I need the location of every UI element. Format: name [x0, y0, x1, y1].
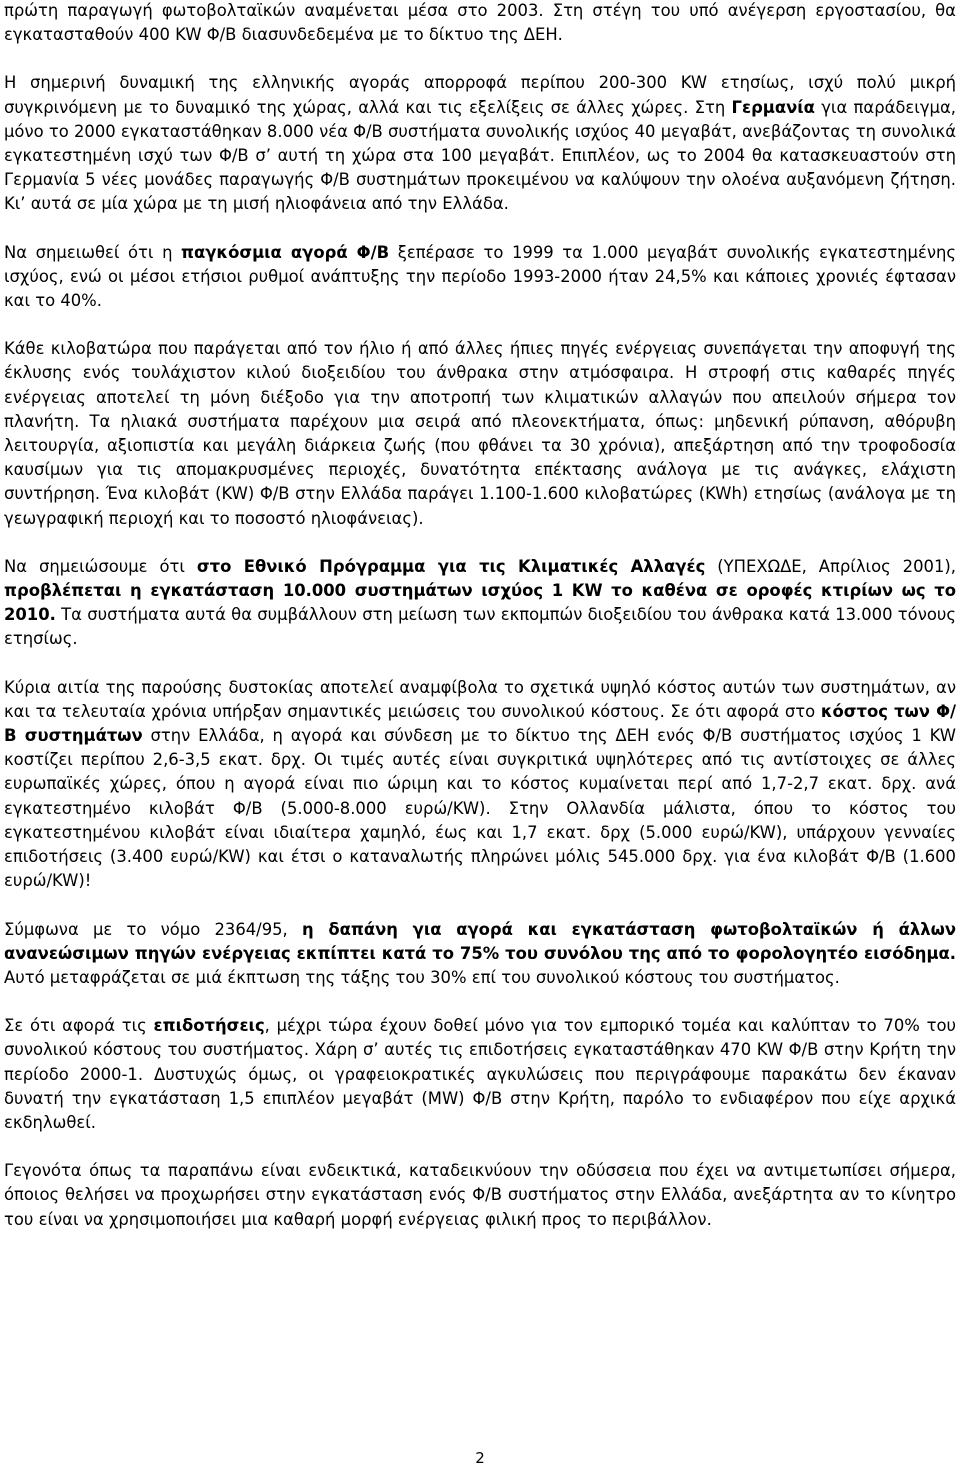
paragraph	[4, 1159, 956, 1232]
text-run: για παράδειγμα, μόνο το 2000 εγκαταστάθηκαν 8.000 νέα Φ/Β συστήματα συνολικής ισχύος 40 μεγαβάτ, ανεβάζοντας τη συνολικά εγκατεστημένη ισχύ των Φ/Β σ’ αυτή τη χώρα στα 100 μεγαβάτ. Επιπλέον, ως το 2004 θα κατασκευαστούν στη Γερμανία 5 νέες μονάδες παραγωγής Φ/Β συστημάτων προκειμένου να καλύψουν την ολοένα αυξανόμενη ζήτηση. Κι’ αυτά σε μία χώρα με τη μισή ηλιοφάνεια από την Ελλάδα.	[4, 97, 956, 214]
paragraph	[4, 676, 956, 894]
text-run: Η σημερινή δυναμική της ελληνικής αγοράς απορροφά περίπου 200-300 KW ετησίως, ισχύ πολύ μικρή συγκρινόμενη με το δυναμικό της χώρας, αλλά και τις εξελίξεις σε άλλες χώρες. Στη	[4, 73, 956, 117]
paragraph	[4, 1014, 956, 1135]
text-run: Να σημειώσουμε ότι	[4, 556, 197, 576]
text-run: Τα συστήματα αυτά θα συμβάλλουν στη μείωση των εκπομπών διοξειδίου του άνθρακα κατά 13.000 τόνους ετησίως.	[4, 605, 956, 649]
bold-text-run: η δαπάνη για αγορά και εγκατάσταση φωτοβολταϊκών ή άλλων ανανεώσιμων πηγών ενέργειας εκπίπτει κατά το 75% του συνόλου της από το φορολογητέο εισόδημα.	[4, 919, 956, 963]
text-run: Αυτό μεταφράζεται σε μιά έκπτωση της τάξης του 30% επί του συνολικού κόστους του συστήματος.	[4, 967, 840, 987]
paragraph	[4, 71, 956, 216]
text-run: Σύμφωνα με το νόμο 2364/95,	[4, 919, 302, 939]
paragraph	[4, 241, 956, 314]
page-number: 2	[475, 1449, 485, 1467]
bold-text-run: επιδοτήσεις	[153, 1016, 265, 1036]
paragraph	[4, 555, 956, 652]
document-body	[4, 0, 956, 1232]
paragraph	[4, 337, 956, 531]
text-run: Κύρια αιτία της παρούσης δυστοκίας αποτελεί αναμφίβολα το σχετικά υψηλό κόστος αυτών των συστημάτων, αν και τα τελευταία χρόνια υπήρξαν σημαντικές μειώσεις του συνολικού κόστους. Σε ότι αφορά στο	[4, 677, 956, 721]
bold-text-run: παγκόσμια αγορά Φ/Β	[181, 242, 390, 262]
text-run: , μέχρι τώρα έχουν δοθεί μόνο για τον εμπορικό τομέα και καλύπταν το 70% του συνολικού κόστους του συστήματος. Χάρη σ’ αυτές τις επιδοτήσεις εγκαταστάθηκαν 470 KW Φ/Β στην Κρήτη την περίοδο 2000-1. Δυστυχώς όμως, οι γραφειοκρατικές αγκυλώσεις που περιγράφουμε παρακάτω δεν έκαναν δυνατή την εγκατάσταση 1,5 επιπλέον μεγαβάτ (MW) Φ/Β στην Κρήτη, παρόλο το ενδιαφέρον που είχε αρχικά εκδηλωθεί.	[4, 1016, 956, 1132]
text-run: (ΥΠΕΧΩΔΕ, Απρίλιος 2001),	[705, 556, 956, 576]
paragraph	[4, 0, 956, 47]
text-run: Σε ότι αφορά τις	[4, 1016, 154, 1036]
paragraph	[4, 918, 956, 991]
text-run: πρώτη παραγωγή φωτοβολταϊκών αναμένεται μέσα στο 2003. Στη στέγη του υπό ανέγερση εργοστασίου, θα εγκατασταθούν 400 KW Φ/Β διασυνδεδεμένα με το δίκτυο της ΔΕΗ.	[4, 1, 956, 45]
bold-text-run: κόστος των Φ/Β συστημάτων	[4, 701, 956, 746]
text-run: ξεπέρασε το 1999 τα 1.000 μεγαβάτ συνολικής εγκατεστημένης ισχύος, ενώ οι μέσοι ετήσιοι ρυθμοί ανάπτυξης την περίοδο 1993-2000 ήταν 24,5% και κάποιες χρονιές έφτασαν και το 40%.	[4, 242, 956, 311]
bold-text-run: προβλέπεται η εγκατάσταση 10.000 συστημάτων ισχύος 1 KW το καθένα σε οροφές κτιρίων ως το 2010.	[4, 581, 956, 625]
text-run: στην Ελλάδα, η αγορά και σύνδεση με το δίκτυο της ΔΕΗ ενός Φ/Β συστήματος ισχύος 1 KW κοστίζει περίπου 2,6-3,5 εκατ. δρχ. Οι τιμές αυτές είναι συγκριτικά υψηλότερες από τις αντίστοιχες σε άλλες ευρωπαϊκές χώρες, όπου η αγορά είναι πιο ώριμη και το κόστος κυμαίνεται περί από 1,7-2,7 εκατ. δρχ. ανά εγκατεστημένο κιλοβάτ Φ/Β (5.000-8.000 ευρώ/KW). Στην Ολλανδία μάλιστα, όπου το κόστος του εγκατεστημένου κιλοβάτ είναι ιδιαίτερα χαμηλό, έως και 1,7 εκατ. δρχ (5.000 ευρώ/KW), υπάρχουν γενναίες επιδοτήσεις (3.400 ευρώ/KW) και έτσι ο καταναλωτής πληρώνει μόλις 545.000 δρχ. για ένα κιλοβάτ Φ/Β (1.600 ευρώ/KW)!	[4, 726, 956, 891]
text-run: Κάθε κιλοβατώρα που παράγεται από τον ήλιο ή από άλλες ήπιες πηγές ενέργειας συνεπάγεται την αποφυγή της έκλυσης ενός τουλάχιστον κιλού διοξειδίου του άνθρακα στην ατμόσφαιρα. Η στροφή στις καθαρές πηγές ενέργειας αποτελεί τη μόνη διέξοδο για την αποτροπή των κλιματικών αλλαγών που απειλούν σήμερα τον πλανήτη. Τα ηλιακά συστήματα παρέχουν μια σειρά από πλεονεκτήματα, όπως: μηδενική ρύπανση, αθόρυβη λειτουργία, αξιοπιστία και μεγάλη διάρκεια ζωής (που φθάνει τα 30 χρόνια), απεξάρτηση από την τροφοδοσία καυσίμων για τις απομακρυσμένες περιοχές, δυνατότητα επέκτασης ανάλογα με τις ανάγκες, ελάχιστη συντήρηση. Ένα κιλοβάτ (KW) Φ/Β στην Ελλάδα παράγει 1.100-1.600 κιλοβατώρες (KWh) ετησίως (ανάλογα με τη γεωγραφική περιοχή και το ποσοστό ηλιοφάνειας).	[4, 339, 956, 528]
text-run: Γεγονότα όπως τα παραπάνω είναι ενδεικτικά, καταδεικνύουν την οδύσσεια που έχει να αντιμετωπίσει σήμερα, όποιος θελήσει να προχωρήσει στην εγκατάσταση ενός Φ/Β συστήματος στην Ελλάδα, ανεξάρτητα αν το κίνητρο του είναι να χρησιμοποιήσει μια καθαρή μορφή ενέργειας φιλική προς το περιβάλλον.	[4, 1161, 956, 1229]
bold-text-run: στο Εθνικό Πρόγραμμα για τις Κλιματικές Αλλαγές	[196, 556, 706, 576]
bold-text-run: Γερμανία	[731, 97, 815, 117]
text-run: Να σημειωθεί ότι η	[4, 242, 182, 262]
